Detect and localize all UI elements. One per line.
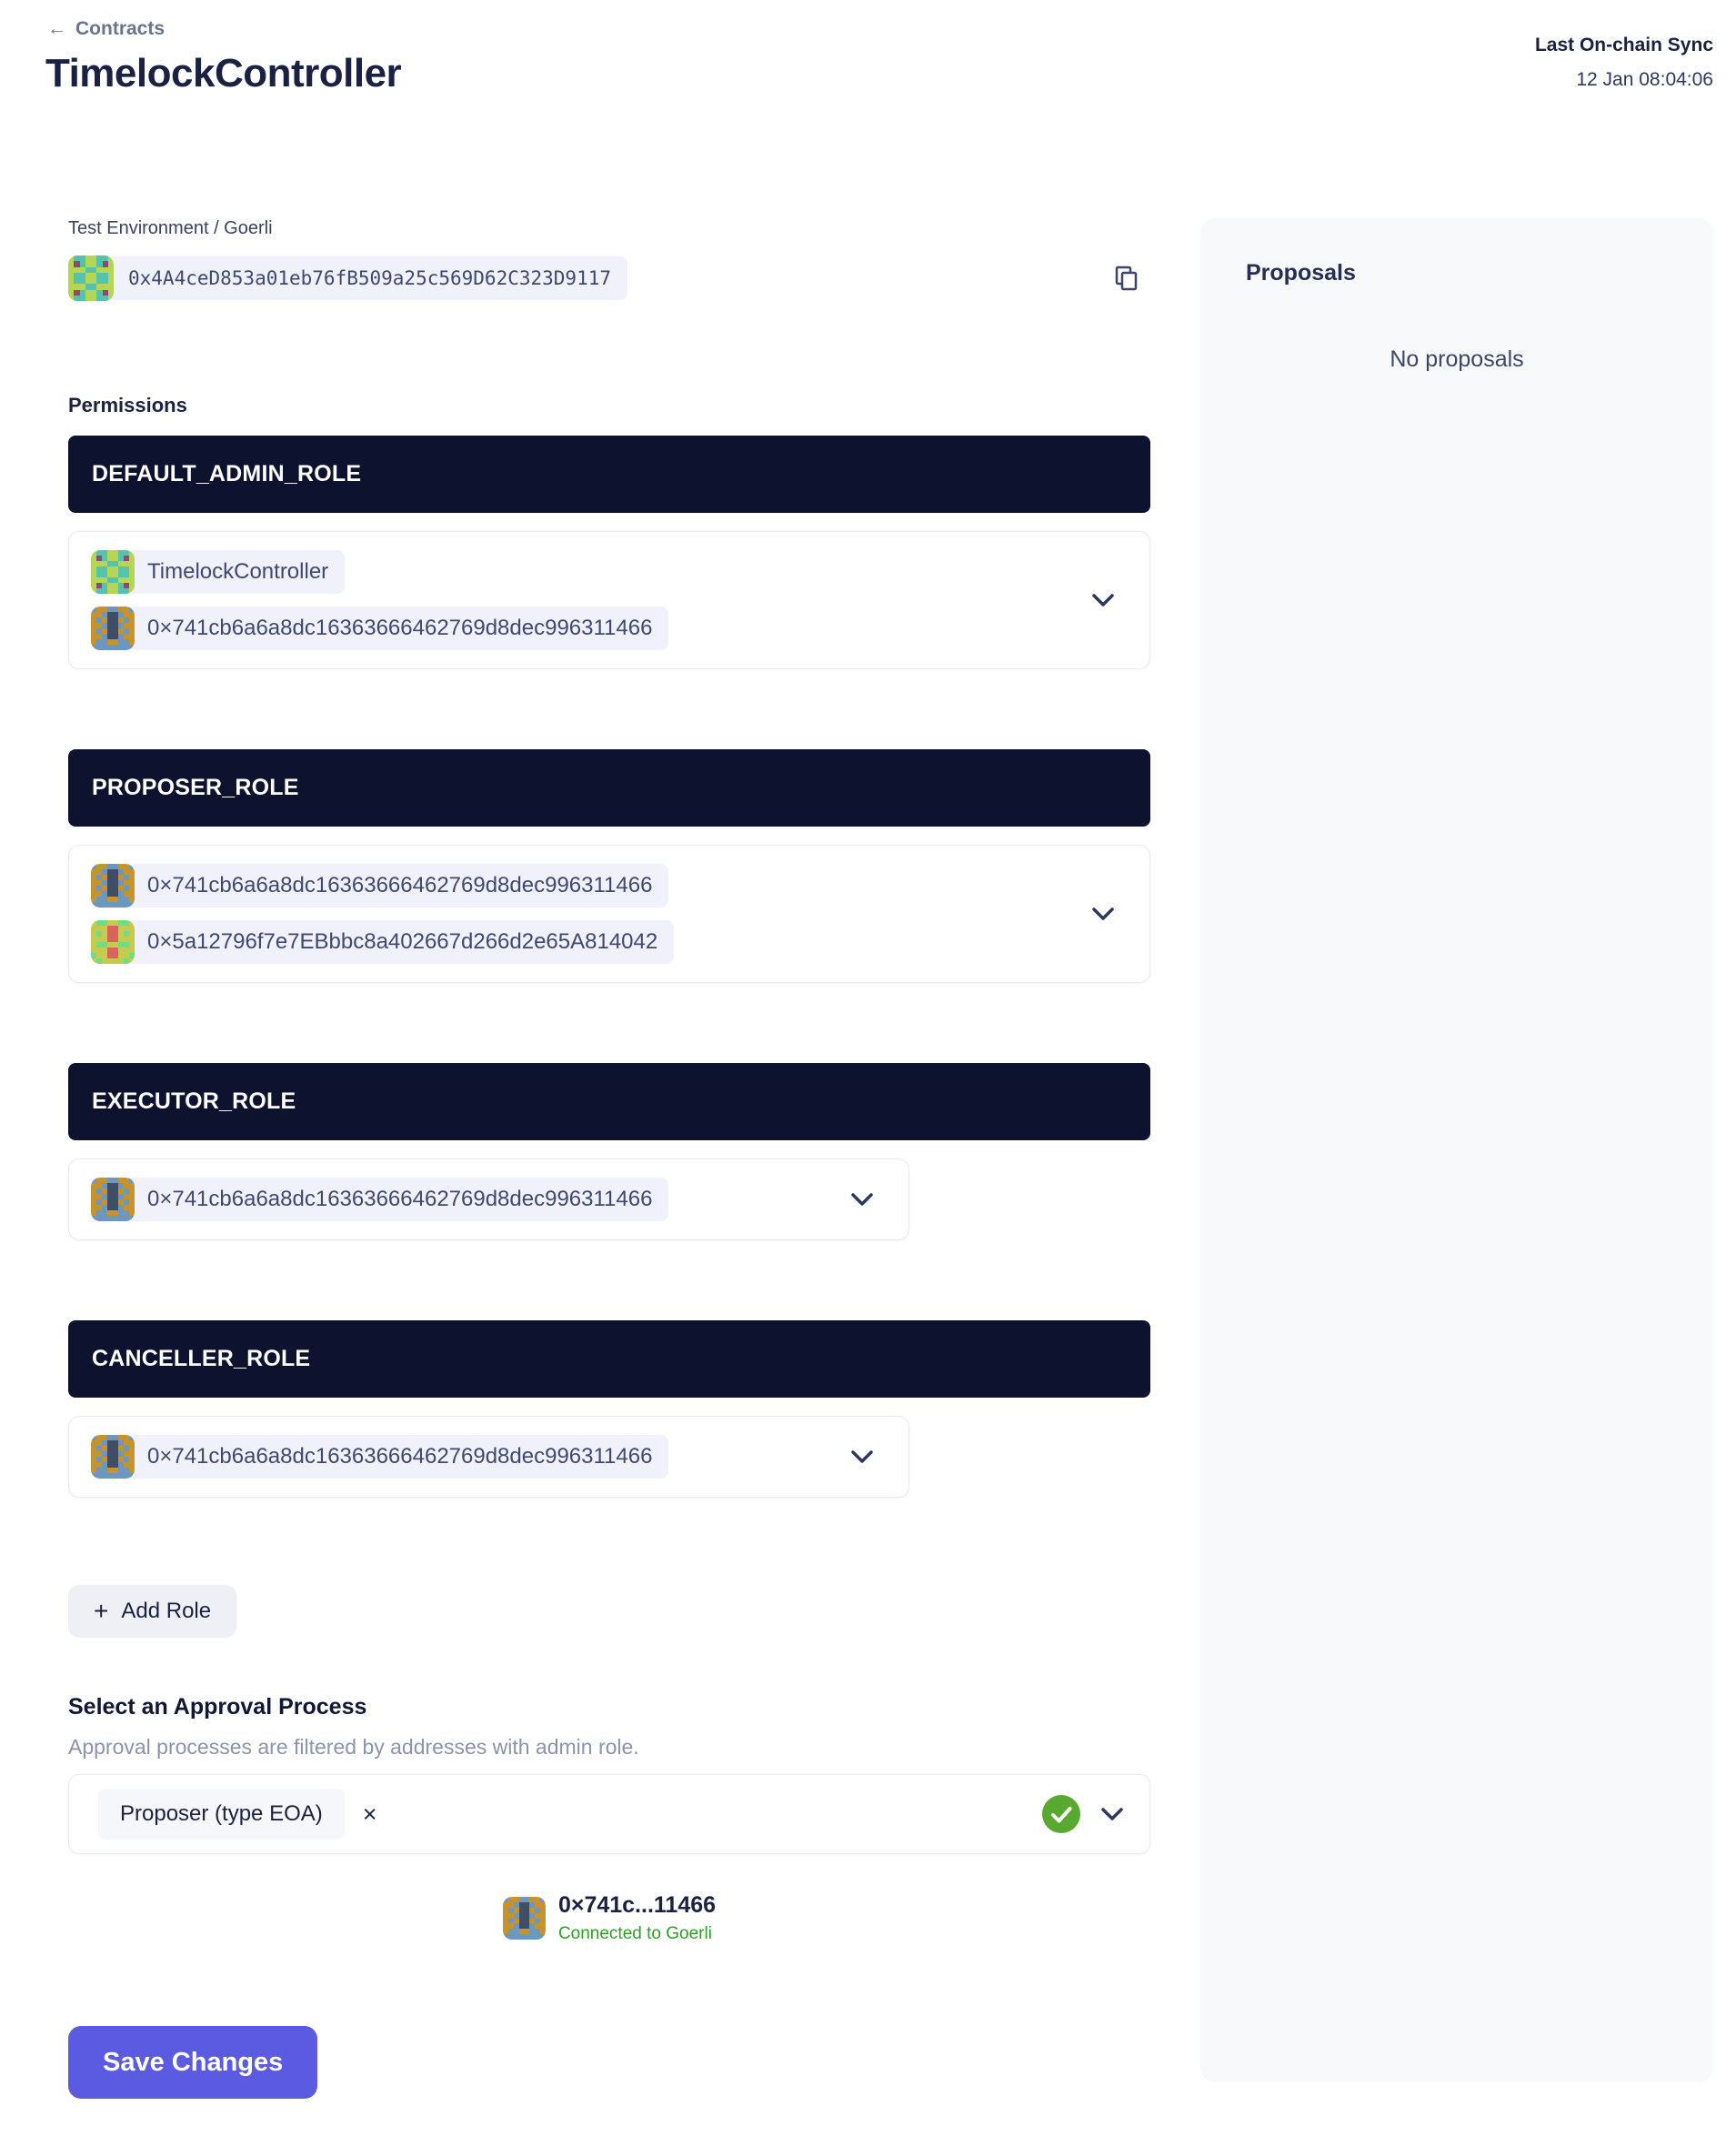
environment-label: Test Environment / Goerli: [68, 218, 273, 238]
contract-address-row: [68, 256, 1150, 301]
plus-icon: +: [94, 1597, 109, 1625]
blockie-icon: [503, 1897, 546, 1940]
member-chip: 0×5a12796f7e7EBbbc8a402667d266d2e65A814042: [127, 920, 674, 964]
last-sync-time: 12 Jan 08:04:06: [1576, 69, 1713, 90]
approval-process-select[interactable]: [68, 1774, 1150, 1854]
blockie-icon: [91, 920, 135, 964]
chevron-down-icon[interactable]: [1091, 593, 1115, 607]
role-member: [91, 1435, 887, 1479]
role-name: CANCELLER_ROLE: [92, 1346, 311, 1371]
check-circle-icon: [1042, 1795, 1080, 1833]
role-header-canceller: [68, 1320, 1150, 1398]
role-name: DEFAULT_ADMIN_ROLE: [92, 461, 362, 486]
role-member: [91, 920, 1128, 964]
breadcrumb-label: Contracts: [75, 18, 166, 39]
member-chip: 0×741cb6a6a8dc16363666462769d8dec996311466: [127, 607, 668, 650]
blockie-icon: [91, 864, 135, 908]
chevron-down-icon[interactable]: [1091, 907, 1115, 921]
connected-wallet: [68, 1892, 1150, 1944]
last-sync-block: [1535, 35, 1713, 91]
member-chip: 0×741cb6a6a8dc16363666462769d8dec996311466: [127, 1178, 668, 1221]
approval-process-title: Select an Approval Process: [68, 1694, 367, 1720]
proposals-title: Proposals: [1246, 260, 1356, 286]
member-chip: 0×741cb6a6a8dc16363666462769d8dec996311466: [127, 864, 668, 908]
role-header-default-admin: [68, 436, 1150, 513]
blockie-icon: [68, 256, 114, 301]
contract-address-chip: 0x4A4ceD853a01eb76fB509a25c569D62C323D9117: [106, 256, 627, 300]
add-role-label: Add Role: [121, 1599, 212, 1623]
close-icon[interactable]: ×: [362, 1800, 377, 1828]
blockie-icon: [91, 550, 135, 594]
role-card-executor: [68, 1158, 909, 1240]
chevron-down-icon[interactable]: [850, 1192, 874, 1207]
member-chip: TimelockController: [127, 550, 345, 594]
role-card-proposer: [68, 845, 1150, 983]
contract-address: [68, 256, 627, 301]
main-content: [68, 218, 1150, 2099]
add-role-button[interactable]: [68, 1585, 236, 1638]
proposals-panel: [1200, 218, 1713, 2082]
page-title: TimelockController: [45, 51, 402, 95]
approval-process-subtitle: Approval processes are filtered by addresses with admin role.: [68, 1735, 639, 1759]
breadcrumb[interactable]: [47, 18, 165, 40]
member-chip: 0×741cb6a6a8dc16363666462769d8dec996311466: [127, 1435, 668, 1479]
role-name: PROPOSER_ROLE: [92, 775, 299, 800]
role-name: EXECUTOR_ROLE: [92, 1088, 296, 1114]
role-card-canceller: [68, 1416, 909, 1498]
blockie-icon: [91, 1178, 135, 1221]
role-member: [91, 607, 1128, 650]
blockie-icon: [91, 1435, 135, 1479]
chevron-down-icon[interactable]: [1100, 1807, 1124, 1821]
last-sync-label: Last On-chain Sync: [1534, 35, 1713, 55]
selected-approval-tag: Proposer (type EOA): [98, 1789, 345, 1840]
blockie-icon: [91, 607, 135, 650]
role-member: [91, 864, 1128, 908]
connected-status: Connected to Goerli: [557, 1924, 712, 1943]
permissions-label: Permissions: [68, 394, 187, 416]
copy-icon[interactable]: [1114, 265, 1139, 292]
connected-address: 0×741c...11466: [557, 1892, 717, 1918]
chevron-down-icon[interactable]: [850, 1449, 874, 1464]
role-member: [91, 1178, 887, 1221]
role-header-executor: [68, 1063, 1150, 1140]
role-card-default-admin: [68, 531, 1150, 669]
role-header-proposer: [68, 749, 1150, 827]
role-member: [91, 550, 1128, 594]
proposals-empty-text: No proposals: [1390, 346, 1524, 372]
save-changes-button[interactable]: Save Changes: [68, 2026, 317, 2099]
back-arrow-icon: ←: [47, 18, 66, 39]
